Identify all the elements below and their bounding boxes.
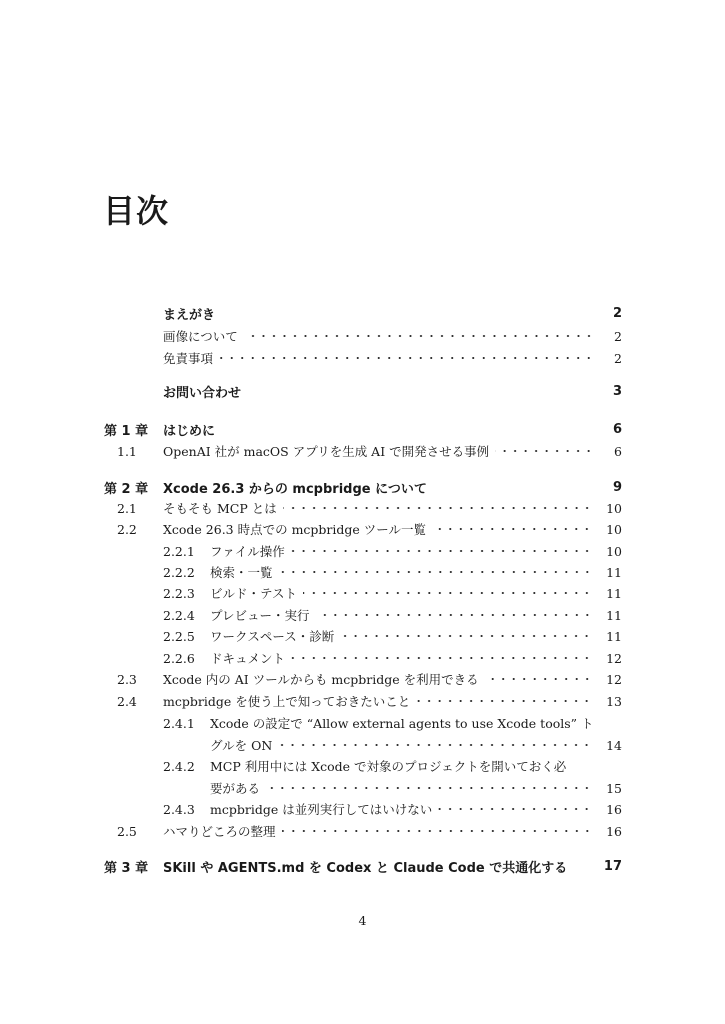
entry-page: 11 (606, 607, 622, 623)
entry-page: 14 (606, 737, 622, 753)
toc-entry-chapter[interactable] (104, 381, 622, 401)
toc-entry-chapter[interactable] (104, 856, 622, 876)
entry-number: 2.4.1 (163, 715, 195, 731)
entry-title: Xcode の設定で “Allow external agents to use Xcode tools” ト (210, 716, 594, 731)
entry-page: 15 (606, 780, 622, 796)
page-number: 4 (358, 913, 367, 928)
dot-leader (495, 445, 594, 457)
entry-title: プレビュー・実行 (210, 608, 310, 623)
entry-page: 6 (612, 421, 622, 437)
entry-number: 2.2.3 (163, 585, 195, 601)
entry-title: 検索・一覧 (210, 565, 273, 580)
entry-title: MCP 利用中には Xcode で対象のプロジェクトを開いておく必 (210, 759, 567, 774)
toc-entry-chapter[interactable] (104, 303, 622, 323)
entry-page: 11 (606, 628, 622, 644)
entry-number: 2.4 (117, 693, 137, 709)
dot-leader (221, 307, 594, 319)
entry-title: まえがき (163, 307, 216, 323)
dot-leader (340, 630, 592, 642)
entry-number: 2.5 (117, 823, 137, 839)
dot-leader (278, 739, 592, 751)
dot-leader (303, 587, 592, 599)
entry-page: 17 (603, 858, 622, 874)
entry-title: そもそも MCP とは (163, 501, 277, 516)
dot-leader (432, 523, 592, 535)
entry-number: 2.2.5 (163, 628, 195, 644)
entry-page: 11 (606, 585, 622, 601)
entry-number: 2.4.3 (163, 801, 195, 817)
entry-page: 6 (614, 443, 622, 459)
entry-title: お問い合わせ (163, 385, 242, 401)
entry-title: 画像について (163, 329, 238, 344)
toc-entry-section[interactable] (104, 519, 622, 539)
entry-number: 2.1 (117, 500, 137, 516)
entry-page: 3 (612, 383, 622, 399)
entry-number: 2.2.4 (163, 607, 195, 623)
entry-title-continuation: グルを ON (210, 738, 273, 753)
dot-leader (485, 673, 592, 685)
entry-page: 9 (612, 479, 622, 495)
entry-title: ファイル操作 (210, 544, 285, 559)
toc-entry-subsection[interactable] (104, 605, 622, 625)
entry-page: 2 (614, 350, 622, 366)
entry-page: 12 (606, 671, 622, 687)
entry-page: 16 (606, 801, 622, 817)
toc-entry-chapter[interactable] (104, 477, 622, 497)
entry-title: 免責事項 (163, 351, 214, 366)
entry-title: はじめに (163, 423, 216, 439)
entry-title: Xcode 26.3 時点での mcpbridge ツール一覧 (163, 522, 427, 537)
toc-entry-subsection[interactable] (104, 713, 622, 733)
toc-entry-subsection[interactable] (104, 648, 622, 668)
toc-entry-section[interactable] (104, 348, 622, 368)
entry-number: 2.4.2 (163, 758, 195, 774)
entry-number: 2.3 (117, 671, 137, 687)
entry-page: 16 (606, 823, 622, 839)
dot-leader (283, 502, 592, 514)
entry-title: mcpbridge を使う上で知っておきたいこと (163, 694, 411, 709)
entry-number: 第 1 章 (104, 423, 149, 439)
entry-number: 2.2.2 (163, 564, 195, 580)
entry-page: 13 (606, 693, 622, 709)
dot-leader (291, 545, 592, 557)
dot-leader (573, 860, 590, 872)
dot-leader (291, 652, 592, 664)
entry-number: 2.2 (117, 521, 137, 537)
entry-title: OpenAI 社が macOS アプリを生成 AI で開発させる事例 (163, 444, 490, 459)
entry-page: 10 (606, 500, 622, 516)
entry-page: 2 (614, 328, 622, 344)
entry-page: 10 (606, 543, 622, 559)
dot-leader (416, 695, 592, 707)
entry-title: SKill や AGENTS.md を Codex と Claude Code で共通化する (163, 860, 568, 876)
toc-entry-subsection[interactable] (104, 756, 622, 776)
entry-title: Xcode 26.3 からの mcpbridge について (163, 481, 427, 497)
entry-number: 2.2.6 (163, 650, 195, 666)
entry-title-continuation: 要がある (210, 781, 261, 796)
entry-title: Xcode 内の AI ツールからも mcpbridge を利用できる (163, 672, 479, 687)
toc-entry-section[interactable] (104, 691, 622, 711)
dot-leader (266, 782, 592, 794)
toc-entry-subsection[interactable] (104, 541, 622, 561)
toc-entry-section[interactable] (104, 498, 622, 518)
toc-entry-section[interactable] (104, 821, 622, 841)
entry-title: ビルド・テスト (210, 586, 298, 601)
toc-entry-chapter[interactable] (104, 419, 622, 439)
entry-title: ハマりどころの整理 (163, 824, 276, 839)
dot-leader (433, 481, 594, 493)
toc-entry-subsection[interactable] (104, 583, 622, 603)
dot-leader (279, 566, 593, 578)
dot-leader (247, 385, 594, 397)
toc-entry-section[interactable] (104, 669, 622, 689)
dot-leader (219, 352, 594, 364)
entry-title: ドキュメント (210, 651, 286, 666)
entry-page: 2 (612, 305, 622, 321)
entry-page: 10 (606, 521, 622, 537)
dot-leader (438, 803, 592, 815)
toc-entry-continuation[interactable] (104, 735, 622, 755)
toc-entry-section[interactable] (104, 441, 622, 461)
toc-entry-subsection[interactable] (104, 799, 622, 819)
entry-page: 12 (606, 650, 622, 666)
entry-number: 2.2.1 (163, 543, 195, 559)
entry-number: 第 3 章 (104, 860, 149, 876)
dot-leader (221, 423, 594, 435)
dot-leader (244, 330, 594, 342)
entry-title: ワークスペース・診断 (210, 629, 335, 644)
entry-number: 第 2 章 (104, 481, 149, 497)
entry-page: 11 (606, 564, 622, 580)
toc-entry-section[interactable] (104, 326, 622, 346)
toc-entry-subsection[interactable] (104, 626, 622, 646)
toc-entry-subsection[interactable] (104, 562, 622, 582)
dot-leader (282, 825, 593, 837)
toc-heading: 目次 (103, 192, 170, 230)
toc-entry-continuation[interactable] (104, 778, 622, 798)
entry-number: 1.1 (117, 443, 137, 459)
dot-leader (316, 609, 593, 621)
entry-title: mcpbridge は並列実行してはいけない (210, 802, 433, 817)
